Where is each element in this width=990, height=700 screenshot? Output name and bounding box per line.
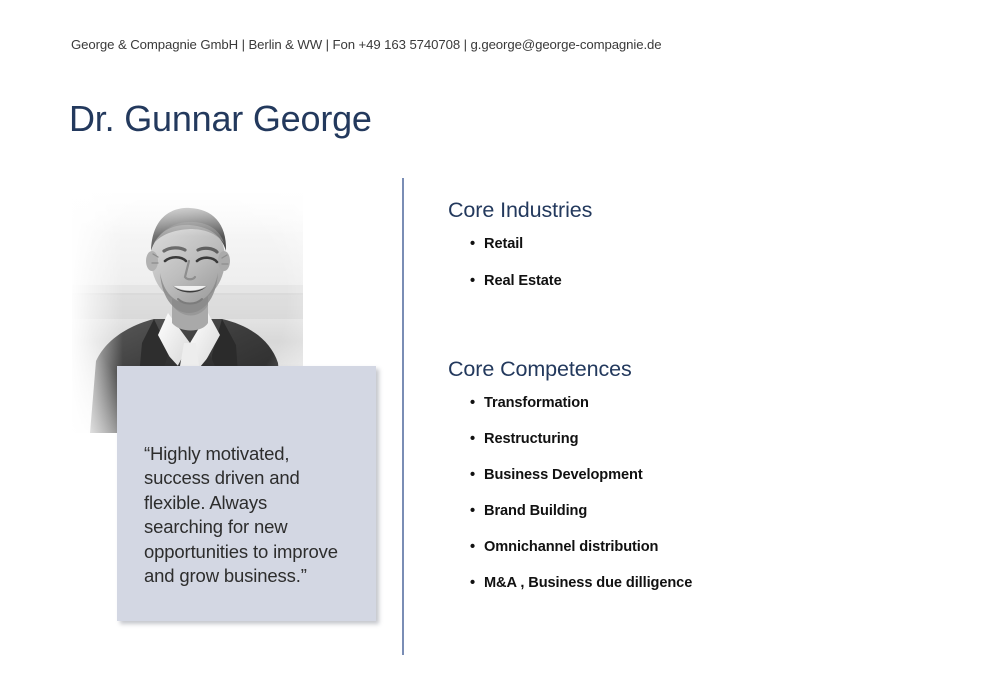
core-competences-list (448, 394, 948, 593)
list-item (448, 430, 948, 449)
list-item (448, 466, 948, 485)
list-item-label: Real Estate (484, 273, 562, 289)
section-core-competences (448, 355, 948, 593)
bullet-icon: • (470, 273, 476, 289)
list-item-label: Business Development (484, 467, 643, 483)
quote-text: “Highly motivated, success driven and flexible. Always searching for new opportunities to improve and grow business.” (144, 443, 338, 587)
bullet-icon: • (470, 431, 476, 447)
bullet-icon: • (470, 467, 476, 483)
bullet-icon: • (470, 575, 476, 591)
list-item (448, 235, 948, 254)
list-item (448, 538, 948, 557)
list-item (448, 394, 948, 413)
list-item (448, 502, 948, 521)
section-heading-core-competences: Core Competences (448, 357, 632, 381)
core-industries-list (448, 235, 948, 291)
bullet-icon: • (470, 236, 476, 252)
list-item-label: Retail (484, 236, 524, 252)
list-item-label: Transformation (484, 395, 589, 411)
list-item (448, 574, 948, 593)
section-core-industries (448, 196, 948, 291)
list-item-label: Omnichannel distribution (484, 539, 659, 555)
list-item-label: Restructuring (484, 431, 579, 447)
list-item-label: M&A , Business due dilligence (484, 575, 693, 591)
bullet-icon: • (470, 503, 476, 519)
page-title: Dr. Gunnar George (69, 98, 372, 139)
vertical-divider (402, 178, 404, 655)
contact-header-line: George & Compagnie GmbH | Berlin & WW | Fon +49 163 5740708 | g.george@george-compagnie.de (71, 37, 662, 52)
quote-card (117, 366, 376, 621)
list-item (448, 272, 948, 291)
bullet-icon: • (470, 395, 476, 411)
bullet-icon: • (470, 539, 476, 555)
section-heading-core-industries: Core Industries (448, 198, 593, 222)
list-item-label: Brand Building (484, 503, 588, 519)
content-column (448, 196, 948, 610)
